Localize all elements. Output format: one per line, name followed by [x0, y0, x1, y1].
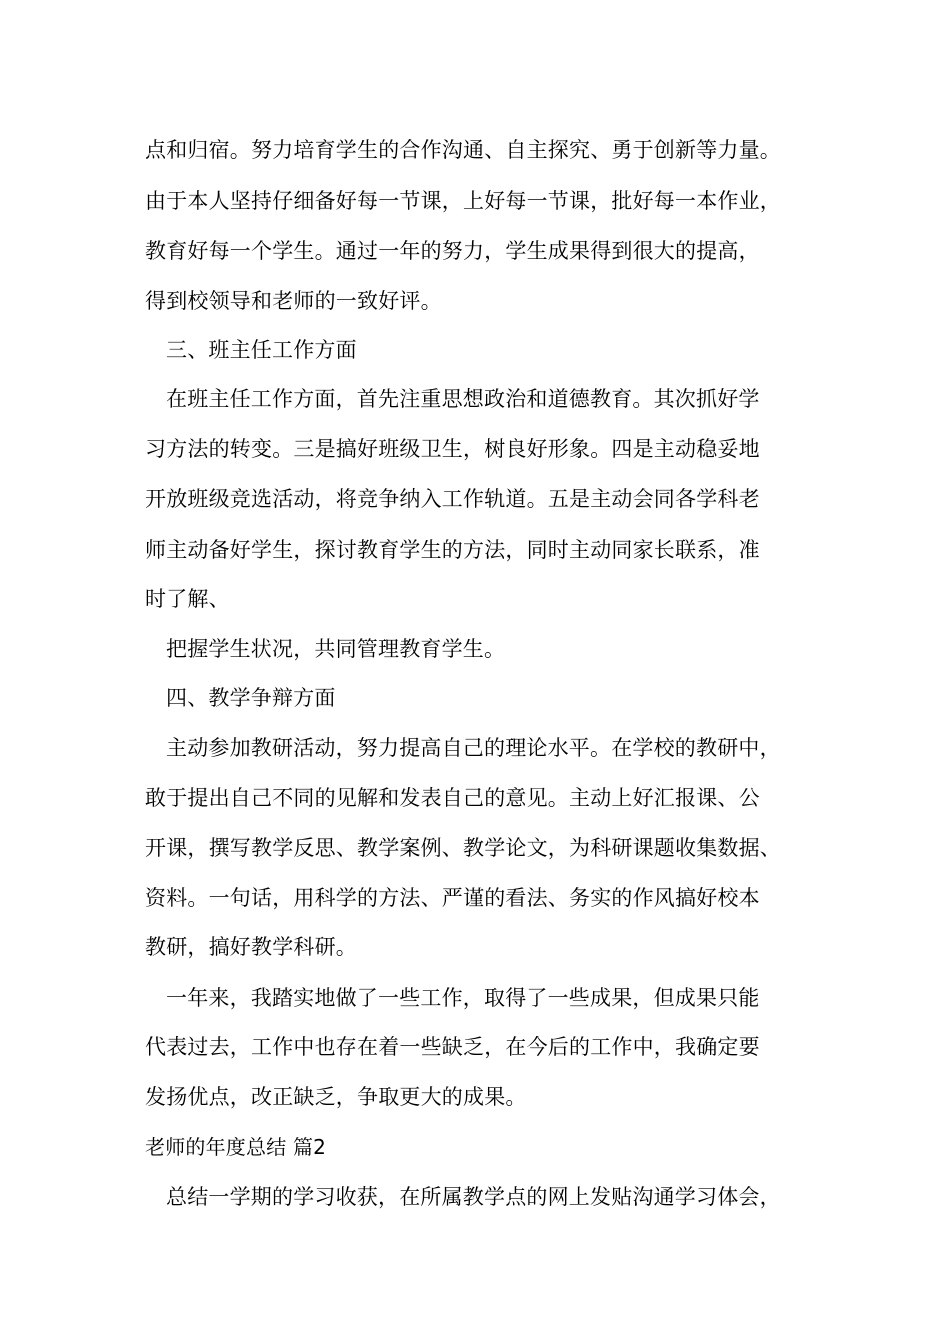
- paragraph-line: 把握学生状况，共同管理教育学生。: [166, 637, 506, 661]
- paragraph-line: 师主动备好学生，探讨教育学生的方法，同时主动同家长联系，准: [145, 538, 760, 562]
- section-heading: 三、班主任工作方面: [166, 338, 357, 362]
- paragraph-line: 发扬优点，改正缺乏，争取更大的成果。: [145, 1085, 527, 1109]
- paragraph-line: 点和归宿。努力培育学生的合作沟通、自主探究、勇于创新等力量。: [145, 138, 781, 162]
- paragraph-line: 主动参加教研活动，努力提高自己的理论水平。在学校的教研中，: [166, 736, 781, 760]
- paragraph-line: 敢于提出自己不同的见解和发表自己的意见。主动上好汇报课、公: [145, 786, 760, 810]
- paragraph-line: 教育好每一个学生。通过一年的努力，学生成果得到很大的提高，: [145, 239, 760, 263]
- paragraph-line: 开课，撰写教学反思、教学案例、教学论文，为科研课题收集数据、: [145, 836, 781, 860]
- section-title: 老师的年度总结 篇2: [145, 1135, 327, 1159]
- section-heading: 四、教学争辩方面: [166, 686, 336, 710]
- paragraph-line: 代表过去，工作中也存在着一些缺乏，在今后的工作中，我确定要: [145, 1035, 760, 1059]
- paragraph-line: 由于本人坚持仔细备好每一节课，上好每一节课，批好每一本作业，: [145, 189, 781, 213]
- paragraph-line: 时了解、: [145, 587, 230, 611]
- paragraph-line: 得到校领导和老师的一致好评。: [145, 289, 442, 313]
- paragraph-line: 在班主任工作方面，首先注重思想政治和道德教育。其次抓好学: [166, 387, 760, 411]
- paragraph-line: 教研，搞好教学科研。: [145, 935, 357, 959]
- paragraph-line: 一年来，我踏实地做了一些工作，取得了一些成果，但成果只能: [166, 986, 760, 1010]
- paragraph-line: 习方法的转变。三是搞好班级卫生，树良好形象。四是主动稳妥地: [145, 437, 760, 461]
- paragraph-line: 开放班级竞选活动，将竞争纳入工作轨道。五是主动会同各学科老: [145, 487, 760, 511]
- paragraph-line: 资料。一句话，用科学的方法、严谨的看法、务实的作风搞好校本: [145, 886, 760, 910]
- paragraph-line: 总结一学期的学习收获，在所属教学点的网上发贴沟通学习体会，: [166, 1185, 781, 1209]
